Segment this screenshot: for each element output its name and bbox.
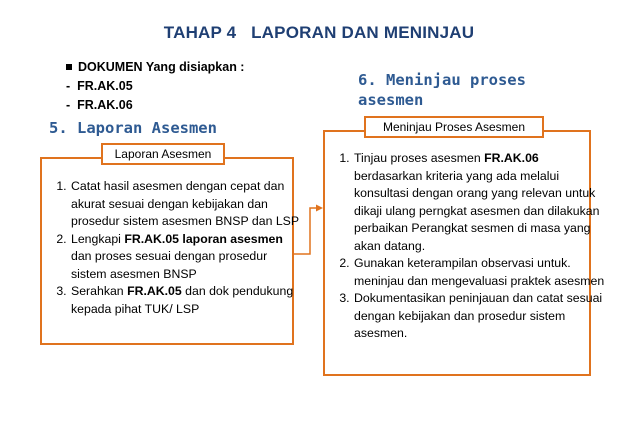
item-text: Lengkapi [71,231,125,246]
form-code: FR.AK.06 [484,151,539,165]
list-item [353,290,605,343]
section-6-heading: 6. Meninjau proses asesmen [358,71,526,109]
documents-heading: DOKUMEN Yang disiapkan : [78,60,245,74]
report-box-label: Laporan Asesmen [101,143,225,165]
report-steps-list [49,178,306,318]
item-text: Tinjau proses asesmen [354,151,485,165]
item-text: Dokumentasikan peninjauan dan catat sesuai dengan kebijakan dan prosedur sistem asesmen. [354,291,603,340]
item-text: dan dok pendukung kepada pihat TUK/ LSP [71,284,294,316]
list-item [353,255,605,290]
page-title: TAHAP 4 LAPORAN DAN MENINJAU [163,23,475,42]
document-item: - FR.AK.05 [66,79,133,93]
item-text: Catat hasil asesmen dengan cepat dan akurat sesuai dengan kebijakan dan prosedur sistem asesmen BNSP dan LSP [71,179,300,228]
item-text: berdasarkan kriteria yang ada melalui konsultasi dengan orang yang relevan untuk dikaji ulang perngkat asesmen dan dilakukan perbaikan Perangkat sesmen di masa yang akan datang. [354,168,600,253]
list-item [353,150,605,255]
review-box-label: Meninjau Proses Asesmen [364,116,544,138]
form-code: FR.AK.05 laporan asesmen [124,231,283,246]
item-text: dan proses sesuai dengan prosedur sistem asesmen BNSP [71,249,268,281]
form-code: FR.AK.05 [127,284,182,298]
item-text: Serahkan [71,284,128,298]
item-text: Gunakan keterampilan observasi untuk. meninjau dan mengevaluasi praktek asesmen [354,256,605,288]
list-item [70,178,306,231]
review-steps-list [332,150,605,343]
list-item [70,231,306,284]
section-5-heading: 5. Laporan Asesmen [49,119,217,137]
list-item [70,283,306,318]
document-item: - FR.AK.06 [66,98,133,112]
